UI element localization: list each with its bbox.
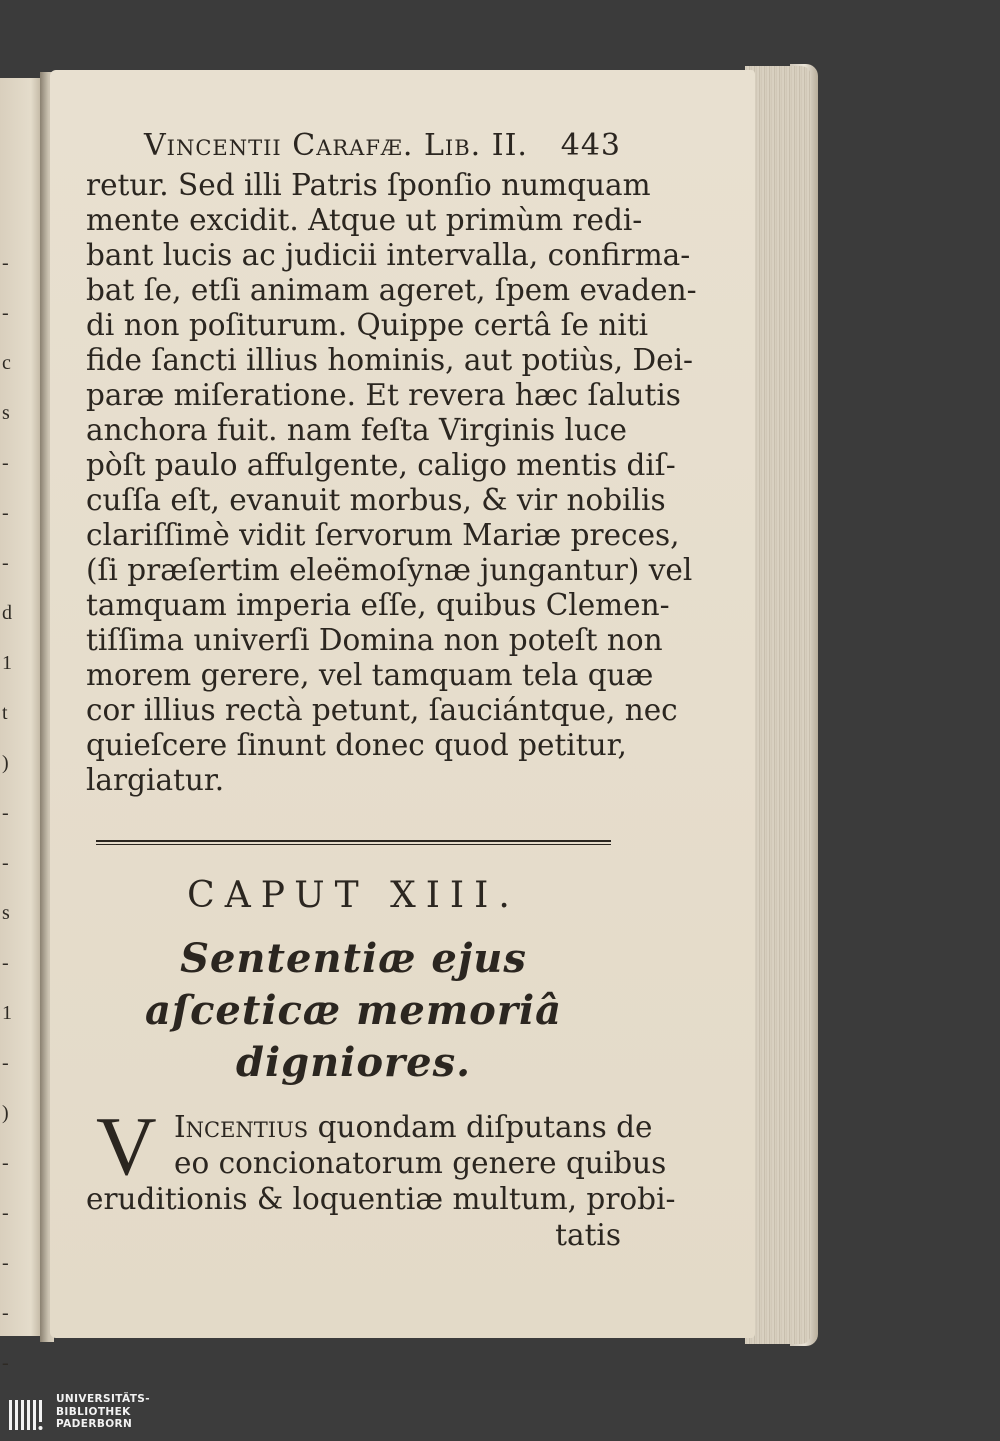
running-head <box>86 128 621 168</box>
chapter-line: eruditionis & loquentiæ multum, probi- <box>86 1182 676 1216</box>
left-page-edge-char: ) <box>2 752 9 774</box>
left-page-edge-char: - <box>2 1252 9 1274</box>
library-name <box>56 1393 150 1431</box>
chapter-opening <box>86 1100 676 1259</box>
page-number: 443 <box>560 128 621 163</box>
page-text <box>86 128 697 1259</box>
left-page-edge-char: - <box>2 452 9 474</box>
left-page-edge-char: 1 <box>2 1002 12 1024</box>
chapter-line-rest: quondam diſputans de <box>308 1110 653 1144</box>
text-line: clariſſimè vidit ſervorum Mariæ preces, <box>86 518 680 552</box>
footer-bar <box>0 1390 1000 1441</box>
left-page-edge-char: - <box>2 1052 9 1074</box>
left-page-edge-char: - <box>2 252 9 274</box>
left-page-edge-char: - <box>2 952 9 974</box>
left-page-edge-text <box>2 238 16 1438</box>
left-page-edge-char: - <box>2 802 9 824</box>
left-page-edge-char: - <box>2 302 9 324</box>
text-line: cuſſa eſt, evanuit morbus, & vir nobilis <box>86 483 666 517</box>
text-line: paræ miſeratione. Et revera hæc ſalutis <box>86 378 681 412</box>
text-line: largiatur. <box>86 763 225 797</box>
left-page-edge-char: - <box>2 852 9 874</box>
body-text <box>86 168 697 798</box>
text-line: morem gerere, vel tamquam tela quæ <box>86 658 654 692</box>
library-name-line: PADERBORN <box>56 1418 133 1430</box>
left-page-edge-char: s <box>2 402 10 424</box>
text-line: anchora fuit. nam feſta Virginis luce <box>86 413 627 447</box>
text-line: bat ſe, etſi animam ageret, ſpem evaden- <box>86 273 697 307</box>
text-line: retur. Sed illi Patris ſponſio numquam <box>86 168 651 202</box>
left-page-edge-char: s <box>2 902 10 924</box>
catchword: tatis <box>555 1218 621 1252</box>
text-line: (ſi præſertim eleëmoſynæ jungantur) vel <box>86 553 693 587</box>
left-page-edge-char: 1 <box>2 652 12 674</box>
lead-word: Incentius <box>174 1110 309 1144</box>
left-page-edge-char: - <box>2 1202 9 1224</box>
text-line: tiſſima univerſi Domina non poteſt non <box>86 623 663 657</box>
university-library-logo-icon <box>8 1396 50 1432</box>
chapter-subtitle-line: digniores. <box>235 1039 472 1086</box>
left-page-edge-char: - <box>2 502 9 524</box>
text-line: pòſt paulo affulgente, caligo mentis diſ- <box>86 448 676 482</box>
text-line: mente excidit. Atque ut primùm redi- <box>86 203 643 237</box>
running-title: Vincentii Carafæ. Lib. II. <box>144 128 528 163</box>
chapter-line: eo concionatorum genere quibus <box>174 1146 667 1180</box>
text-line: cor illius rectà petunt, ſauciántque, nec <box>86 693 678 727</box>
drop-cap: V <box>96 1100 157 1193</box>
chapter-subtitle <box>86 933 621 1089</box>
section-rule <box>96 840 611 845</box>
text-line: bant lucis ac judicii intervalla, confirma- <box>86 238 691 272</box>
library-name-line: BIBLIOTHEK <box>56 1405 131 1418</box>
text-line: di non poſiturum. Quippe certâ ſe niti <box>86 308 649 342</box>
chapter-heading: CAPUT XIII. <box>187 875 520 916</box>
left-page-edge-char: t <box>2 702 8 724</box>
left-page-edge-char: - <box>2 1352 9 1374</box>
library-name-line: UNIVERSITÄTS- <box>56 1393 151 1405</box>
left-page-edge-char: d <box>2 602 12 624</box>
left-page-edge-char: - <box>2 552 9 574</box>
chapter-subtitle-line: Sententiæ ejus aſceticæ memoriâ <box>144 935 563 1034</box>
left-page-edge-char: ) <box>2 1102 9 1124</box>
text-line: tamquam imperia eſſe, quibus Clemen- <box>86 588 670 622</box>
chapter-line <box>174 1109 653 1145</box>
text-line: fide ſancti illius hominis, aut potiùs, Dei- <box>86 343 693 377</box>
left-page-edge-char: - <box>2 1152 9 1174</box>
left-page-edge-char: c <box>2 352 11 374</box>
left-facing-page <box>0 78 44 1374</box>
left-page-edge-char: - <box>2 1302 9 1324</box>
text-line: quieſcere ſinunt donec quod petitur, <box>86 728 627 762</box>
